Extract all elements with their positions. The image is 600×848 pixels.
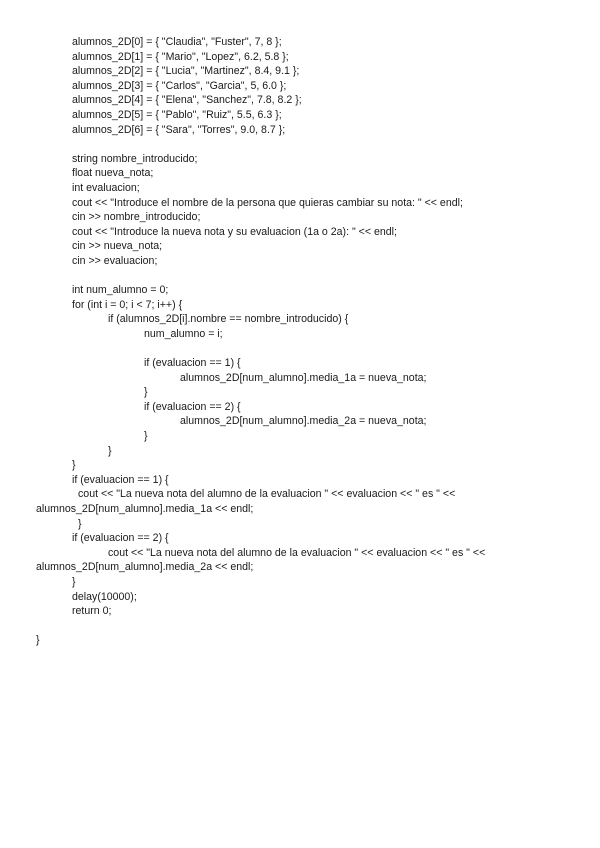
code-line: }	[72, 575, 76, 588]
code-line: alumnos_2D[6] = { "Sara", "Torres", 9.0, 8.7 };	[72, 123, 286, 136]
code-line: cout << "Introduce la nueva nota y su evaluacion (1a o 2a): " << endl;	[72, 225, 397, 238]
code-line: cin >> nombre_introducido;	[72, 211, 201, 224]
code-line: return 0;	[72, 605, 112, 618]
code-line: if (evaluacion == 2) {	[72, 532, 169, 545]
code-line: alumnos_2D[0] = { "Claudia", "Fuster", 7, 8 };	[72, 36, 282, 48]
code-line: }	[108, 444, 112, 457]
code-line: }	[144, 430, 148, 443]
code-line: }	[72, 459, 76, 472]
code-line: float nueva_nota;	[72, 167, 154, 180]
code-line: for (int i = 0; i < 7; i++) {	[72, 298, 183, 311]
blank-line	[0, 269, 600, 284]
code-line: if (evaluacion == 1) {	[72, 473, 169, 486]
code-line: alumnos_2D[2] = { "Lucia", "Martinez", 8.4, 9.1 };	[72, 65, 300, 78]
code-line: }	[78, 517, 82, 530]
code-line: cout << "La nueva nota del alumno de la evaluacion " << evaluacion << " es " <<	[108, 546, 486, 559]
code-line: int evaluacion;	[72, 181, 140, 194]
code-line: alumnos_2D[num_alumno].media_1a = nueva_nota;	[180, 371, 427, 384]
code-line: cout << "La nueva nota del alumno de la evaluacion " << evaluacion << " es " <<	[78, 488, 456, 501]
code-line: alumnos_2D[num_alumno].media_2a << endl;	[36, 561, 254, 574]
code-line: alumnos_2D[num_alumno].media_2a = nueva_nota;	[180, 415, 427, 428]
blank-line	[0, 341, 600, 356]
code-line: if (evaluacion == 1) {	[144, 357, 241, 370]
code-listing	[0, 35, 600, 648]
code-line: alumnos_2D[3] = { "Carlos", "Garcia", 5, 6.0 };	[72, 79, 287, 92]
code-line: alumnos_2D[5] = { "Pablo", "Ruiz", 5.5, 6.3 };	[72, 108, 282, 121]
code-line: }	[36, 634, 40, 647]
code-line: if (alumnos_2D[i].nombre == nombre_introducido) {	[108, 313, 349, 326]
code-line: cin >> nueva_nota;	[72, 240, 163, 253]
code-line: alumnos_2D[num_alumno].media_1a << endl;	[36, 503, 254, 515]
blank-line	[0, 619, 600, 634]
code-line: num_alumno = i;	[144, 327, 223, 340]
code-line: alumnos_2D[1] = { "Mario", "Lopez", 6.2, 5.8 };	[72, 50, 289, 63]
code-line: cout << "Introduce el nombre de la persona que quieras cambiar su nota: " << endl;	[72, 196, 463, 209]
code-line: delay(10000);	[72, 590, 137, 603]
code-line: cin >> evaluacion;	[72, 254, 158, 267]
blank-line	[0, 137, 600, 152]
code-line: if (evaluacion == 2) {	[144, 400, 241, 413]
code-line: string nombre_introducido;	[72, 152, 198, 165]
code-line: }	[144, 386, 148, 399]
code-line: alumnos_2D[4] = { "Elena", "Sanchez", 7.8, 8.2 };	[72, 94, 302, 107]
code-line: int num_alumno = 0;	[72, 284, 169, 297]
